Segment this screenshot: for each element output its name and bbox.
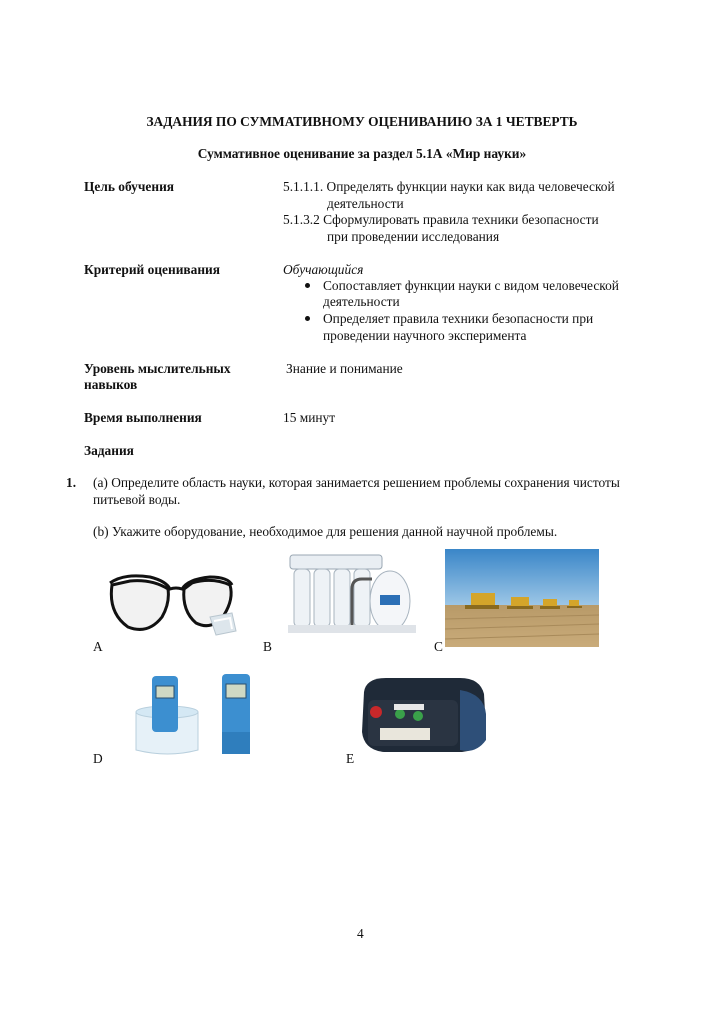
tasks-heading: Задания	[84, 443, 134, 458]
task-number: 1.	[66, 475, 77, 490]
criteria-intro: Обучающийся	[283, 262, 364, 277]
criteria-2-line2: проведении научного эксперимента	[323, 328, 527, 343]
task-1a-line1: (a) Определите область науки, которая занимается решением проблемы сохранения чистоты	[93, 475, 620, 490]
level-label-line1: Уровень мыслительных	[84, 361, 231, 376]
criteria-1-line2: деятельности	[323, 294, 400, 309]
page-number: 4	[357, 926, 364, 941]
goal-1-line1: 5.1.1.1. Определять функции науки как вида человеческой	[283, 179, 615, 194]
page-title: ЗАДАНИЯ ПО СУММАТИВНОМУ ОЦЕНИВАНИЮ ЗА 1 ЧЕТВЕРТЬ	[146, 114, 578, 129]
option-d-label: D	[93, 751, 103, 766]
time-label: Время выполнения	[84, 410, 202, 425]
option-b-label: B	[263, 639, 272, 654]
harvest-field-image	[445, 549, 599, 647]
criteria-1-line1: Сопоставляет функции науки с видом человеческой	[323, 278, 619, 293]
goal-1-line2: деятельности	[327, 196, 404, 211]
level-value: Знание и понимание	[286, 361, 403, 376]
bullet-icon	[305, 283, 310, 288]
time-value: 15 минут	[283, 410, 336, 425]
criteria-label: Критерий оценивания	[84, 262, 221, 277]
task-1b: (b) Укажите оборудование, необходимое для решения данной научной проблемы.	[93, 524, 558, 539]
goal-2-line2: при проведении исследования	[327, 229, 500, 244]
water-filter-image	[286, 549, 418, 635]
task-1a-line2: питьевой воды.	[93, 492, 181, 507]
goal-label: Цель обучения	[84, 179, 175, 194]
bullet-icon	[305, 316, 310, 321]
option-c-label: C	[434, 639, 443, 654]
safety-glasses-image	[104, 555, 242, 641]
option-e-label: E	[346, 751, 355, 766]
section-subtitle: Суммативное оценивание за раздел 5.1А «Мир науки»	[197, 146, 527, 161]
protective-goggles-image	[356, 670, 490, 760]
level-label-line2: навыков	[84, 377, 138, 392]
criteria-2-line1: Определяет правила техники безопасности при	[323, 311, 594, 326]
tds-meter-image	[118, 672, 266, 758]
option-a-label: A	[93, 639, 103, 654]
goal-2-line1: 5.1.3.2 Сформулировать правила техники безопасности	[283, 212, 599, 227]
